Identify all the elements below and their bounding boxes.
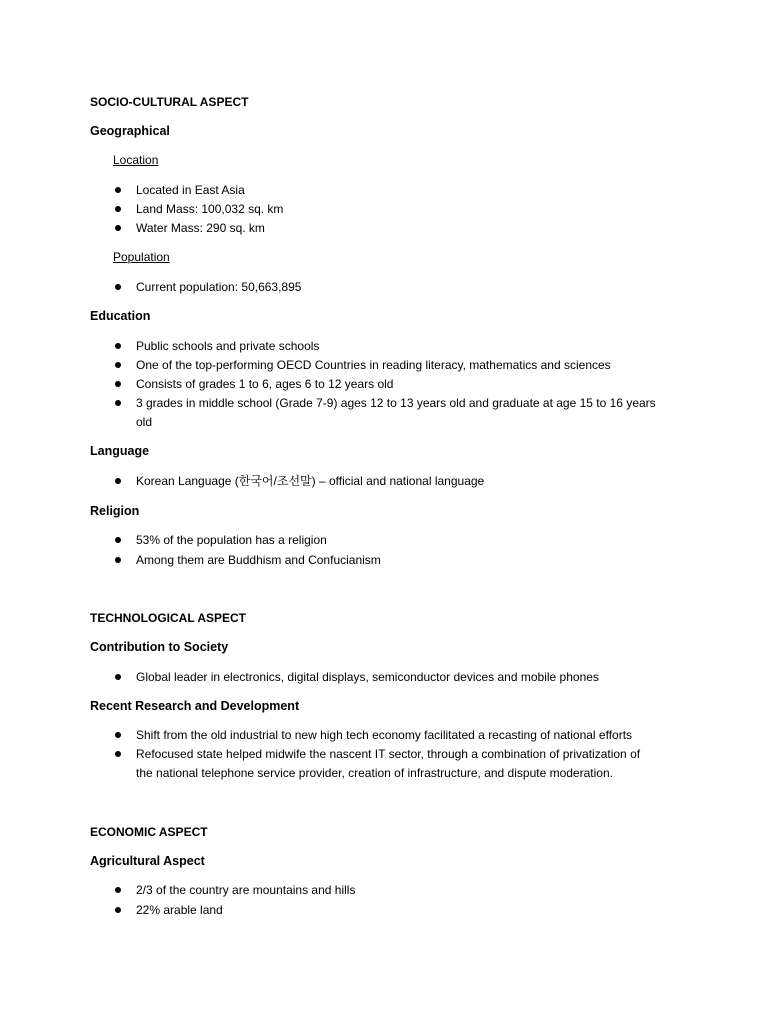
bullet-icon	[115, 751, 121, 757]
subheading-geographical: Geographical	[90, 124, 170, 138]
subheading-contribution: Contribution to Society	[90, 640, 229, 654]
bullet-icon	[115, 907, 121, 913]
list-item-continuation: old	[136, 415, 153, 429]
section-heading-economic: ECONOMIC ASPECT	[90, 825, 208, 839]
list-item: Public schools and private schools	[136, 339, 320, 353]
list-item: Current population: 50,663,895	[136, 280, 302, 294]
bullet-icon	[115, 225, 121, 231]
subheading-research: Recent Research and Development	[90, 699, 300, 713]
list-item: Water Mass: 290 sq. km	[136, 221, 265, 235]
section-heading-technological: TECHNOLOGICAL ASPECT	[90, 611, 247, 625]
bullet-icon	[115, 400, 121, 406]
bullet-icon	[115, 674, 121, 680]
subheading-population: Population	[113, 250, 170, 264]
list-item: 3 grades in middle school (Grade 7-9) ages 12 to 13 years old and graduate at age 15 to 16 years	[136, 396, 656, 410]
bullet-icon	[115, 478, 121, 484]
bullet-icon	[115, 284, 121, 290]
subheading-location: Location	[113, 153, 159, 167]
list-item: Global leader in electronics, digital displays, semiconductor devices and mobile phones	[136, 670, 599, 684]
bullet-icon	[115, 887, 121, 893]
list-item: 53% of the population has a religion	[136, 533, 327, 547]
bullet-icon	[115, 537, 121, 543]
list-item: Land Mass: 100,032 sq. km	[136, 202, 284, 216]
bullet-icon	[115, 206, 121, 212]
subheading-education: Education	[90, 309, 151, 323]
subheading-language: Language	[90, 444, 150, 458]
list-item: Among them are Buddhism and Confucianism	[136, 553, 381, 567]
list-item: Located in East Asia	[136, 183, 245, 197]
bullet-icon	[115, 732, 121, 738]
list-item: Refocused state helped midwife the nascent IT sector, through a combination of privatization of	[136, 747, 641, 761]
list-item: Consists of grades 1 to 6, ages 6 to 12 years old	[136, 377, 394, 391]
bullet-icon	[115, 187, 121, 193]
bullet-icon	[115, 557, 121, 563]
bullet-icon	[115, 362, 121, 368]
section-heading-socio-cultural: SOCIO-CULTURAL ASPECT	[90, 95, 249, 109]
list-item: 22% arable land	[136, 903, 223, 917]
list-item: 2/3 of the country are mountains and hills	[136, 883, 356, 897]
list-item: Korean Language (한국어/조선말) – official and national language	[136, 474, 485, 488]
bullet-icon	[115, 381, 121, 387]
list-item-continuation: the national telephone service provider, creation of infrastructure, and dispute moderation.	[136, 766, 613, 780]
subheading-religion: Religion	[90, 504, 140, 518]
bullet-icon	[115, 343, 121, 349]
list-item: One of the top-performing OECD Countries in reading literacy, mathematics and sciences	[136, 358, 611, 372]
list-item: Shift from the old industrial to new high tech economy facilitated a recasting of national efforts	[136, 728, 633, 742]
subheading-agricultural: Agricultural Aspect	[90, 854, 205, 868]
